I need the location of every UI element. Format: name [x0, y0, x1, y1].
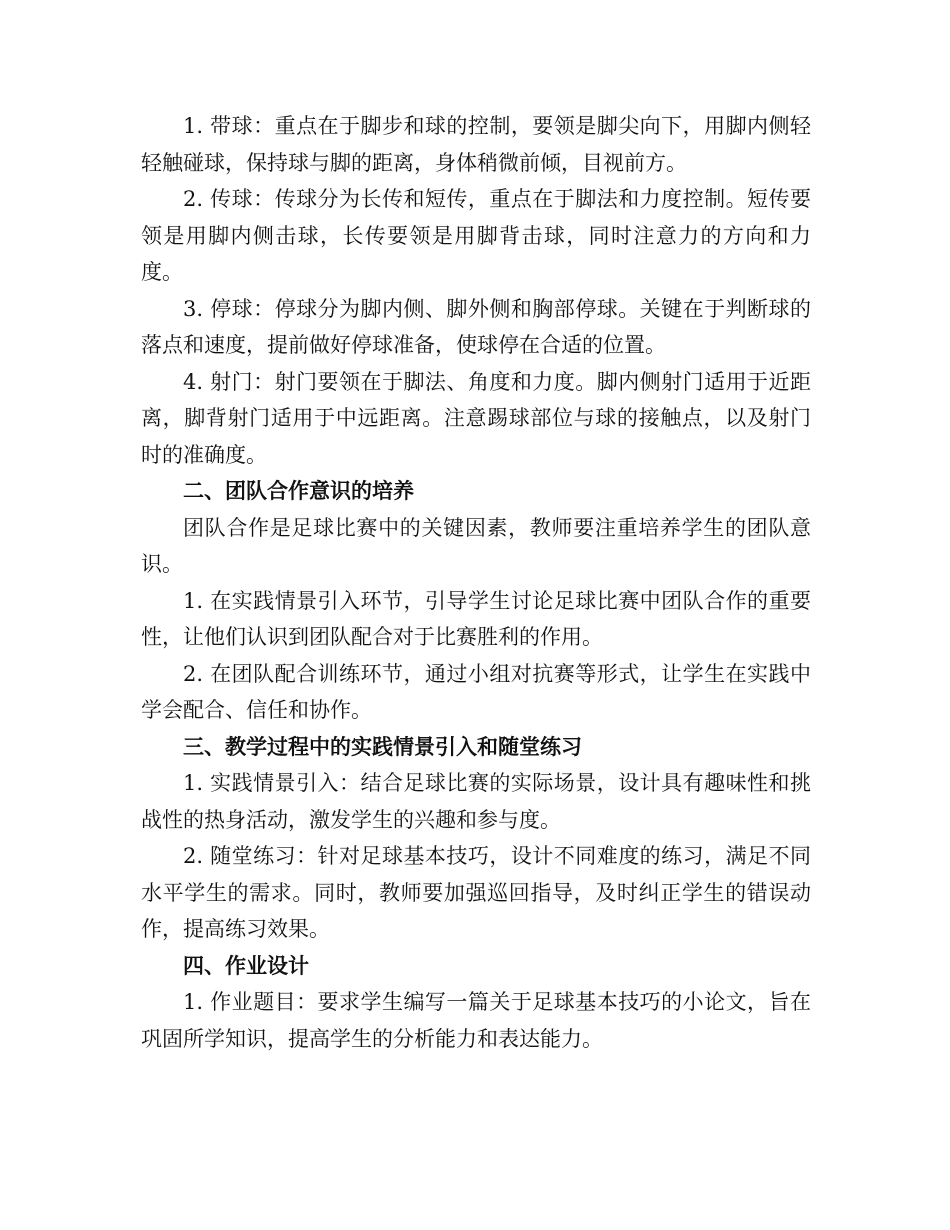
paragraph-teamwork-intro: 团队合作是足球比赛中的关键因素，教师要注重培养学生的团队意识。 [141, 515, 811, 576]
paragraph-shooting: 4. 射门：射门要领在于脚法、角度和力度。脚内侧射门适用于近距离，脚背射门适用于中远距离。注意踢球部位与球的接触点，以及射门时的准确度。 [141, 369, 811, 467]
document-body [141, 108, 811, 1057]
heading-homework: 四、作业设计 [183, 953, 309, 978]
paragraph-teamwork-item-2: 2. 在团队配合训练环节，通过小组对抗赛等形式，让学生在实践中学会配合、信任和协作。 [141, 661, 811, 722]
paragraph-practice-item-2: 2. 随堂练习：针对足球基本技巧，设计不同难度的练习，满足不同水平学生的需求。同时，教师要加强巡回指导，及时纠正学生的错误动作，提高练习效果。 [141, 844, 811, 941]
paragraph-teamwork-item-1: 1. 在实践情景引入环节，引导学生讨论足球比赛中团队合作的重要性，让他们认识到团队配合对于比赛胜利的作用。 [141, 588, 811, 649]
paragraph-dribbling: 1. 带球：重点在于脚步和球的控制，要领是脚尖向下，用脚内侧轻轻触碰球，保持球与脚的距离，身体稍微前倾，目视前方。 [141, 114, 811, 175]
paragraph-homework-item-1: 1. 作业题目：要求学生编写一篇关于足球基本技巧的小论文，旨在巩固所学知识，提高学生的分析能力和表达能力。 [141, 990, 811, 1051]
paragraph-trapping: 3. 停球：停球分为脚内侧、脚外侧和胸部停球。关键在于判断球的落点和速度，提前做好停球准备，使球停在合适的位置。 [141, 296, 811, 357]
paragraph-passing: 2. 传球：传球分为长传和短传，重点在于脚法和力度控制。短传要领是用脚内侧击球，长传要领是用脚背击球，同时注意力的方向和力度。 [141, 187, 811, 284]
paragraph-practice-item-1: 1. 实践情景引入：结合足球比赛的实际场景，设计具有趣味性和挑战性的热身活动，激发学生的兴趣和参与度。 [141, 771, 811, 832]
heading-practice: 三、教学过程中的实践情景引入和随堂练习 [183, 734, 582, 759]
heading-teamwork: 二、团队合作意识的培养 [183, 479, 414, 503]
